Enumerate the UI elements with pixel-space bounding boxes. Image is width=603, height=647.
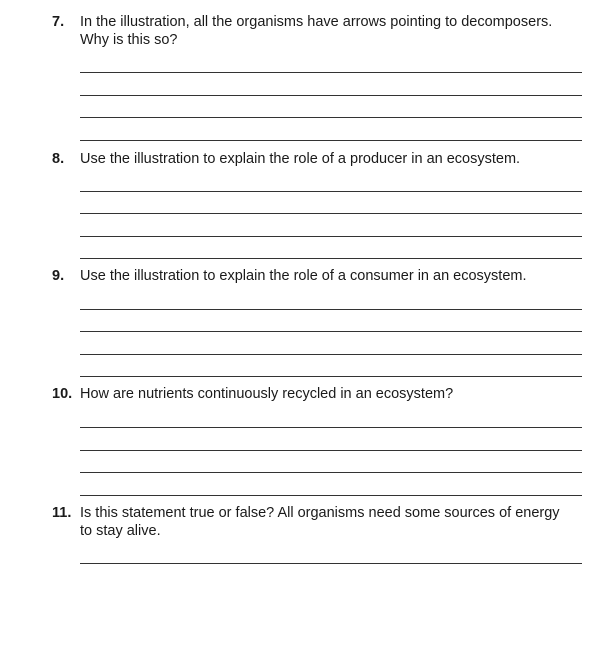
answer-line[interactable] [80, 354, 582, 355]
question-text: Use the illustration to explain the role of a producer in an ecosystem. [80, 151, 521, 167]
answer-line[interactable] [80, 309, 582, 310]
answer-line[interactable] [80, 376, 582, 377]
question-number: 7. [52, 14, 65, 30]
question-number: 10. [52, 386, 73, 402]
answer-line[interactable] [80, 331, 582, 332]
answer-line[interactable] [80, 191, 582, 192]
answer-line[interactable] [80, 140, 582, 141]
answer-line[interactable] [80, 495, 582, 496]
answer-line[interactable] [80, 117, 582, 118]
answer-line[interactable] [80, 563, 582, 564]
question-number: 11. [52, 505, 72, 521]
answer-line[interactable] [80, 450, 582, 451]
question-text: Use the illustration to explain the role of a consumer in an ecosystem. [80, 268, 527, 284]
answer-line[interactable] [80, 236, 582, 237]
answer-line[interactable] [80, 472, 582, 473]
question-text: In the illustration, all the organisms have arrows pointing to decomposers. Why is this so? [80, 14, 553, 48]
answer-line[interactable] [80, 427, 582, 428]
answer-line[interactable] [80, 258, 582, 259]
question-number: 8. [52, 151, 65, 167]
answer-line[interactable] [80, 72, 582, 73]
answer-line[interactable] [80, 213, 582, 214]
question-number: 9. [52, 268, 65, 284]
question-text: How are nutrients continuously recycled in an ecosystem? [80, 386, 454, 402]
question-text: Is this statement true or false? All organisms need some sources of energy to stay alive. [80, 505, 560, 539]
answer-line[interactable] [80, 95, 582, 96]
